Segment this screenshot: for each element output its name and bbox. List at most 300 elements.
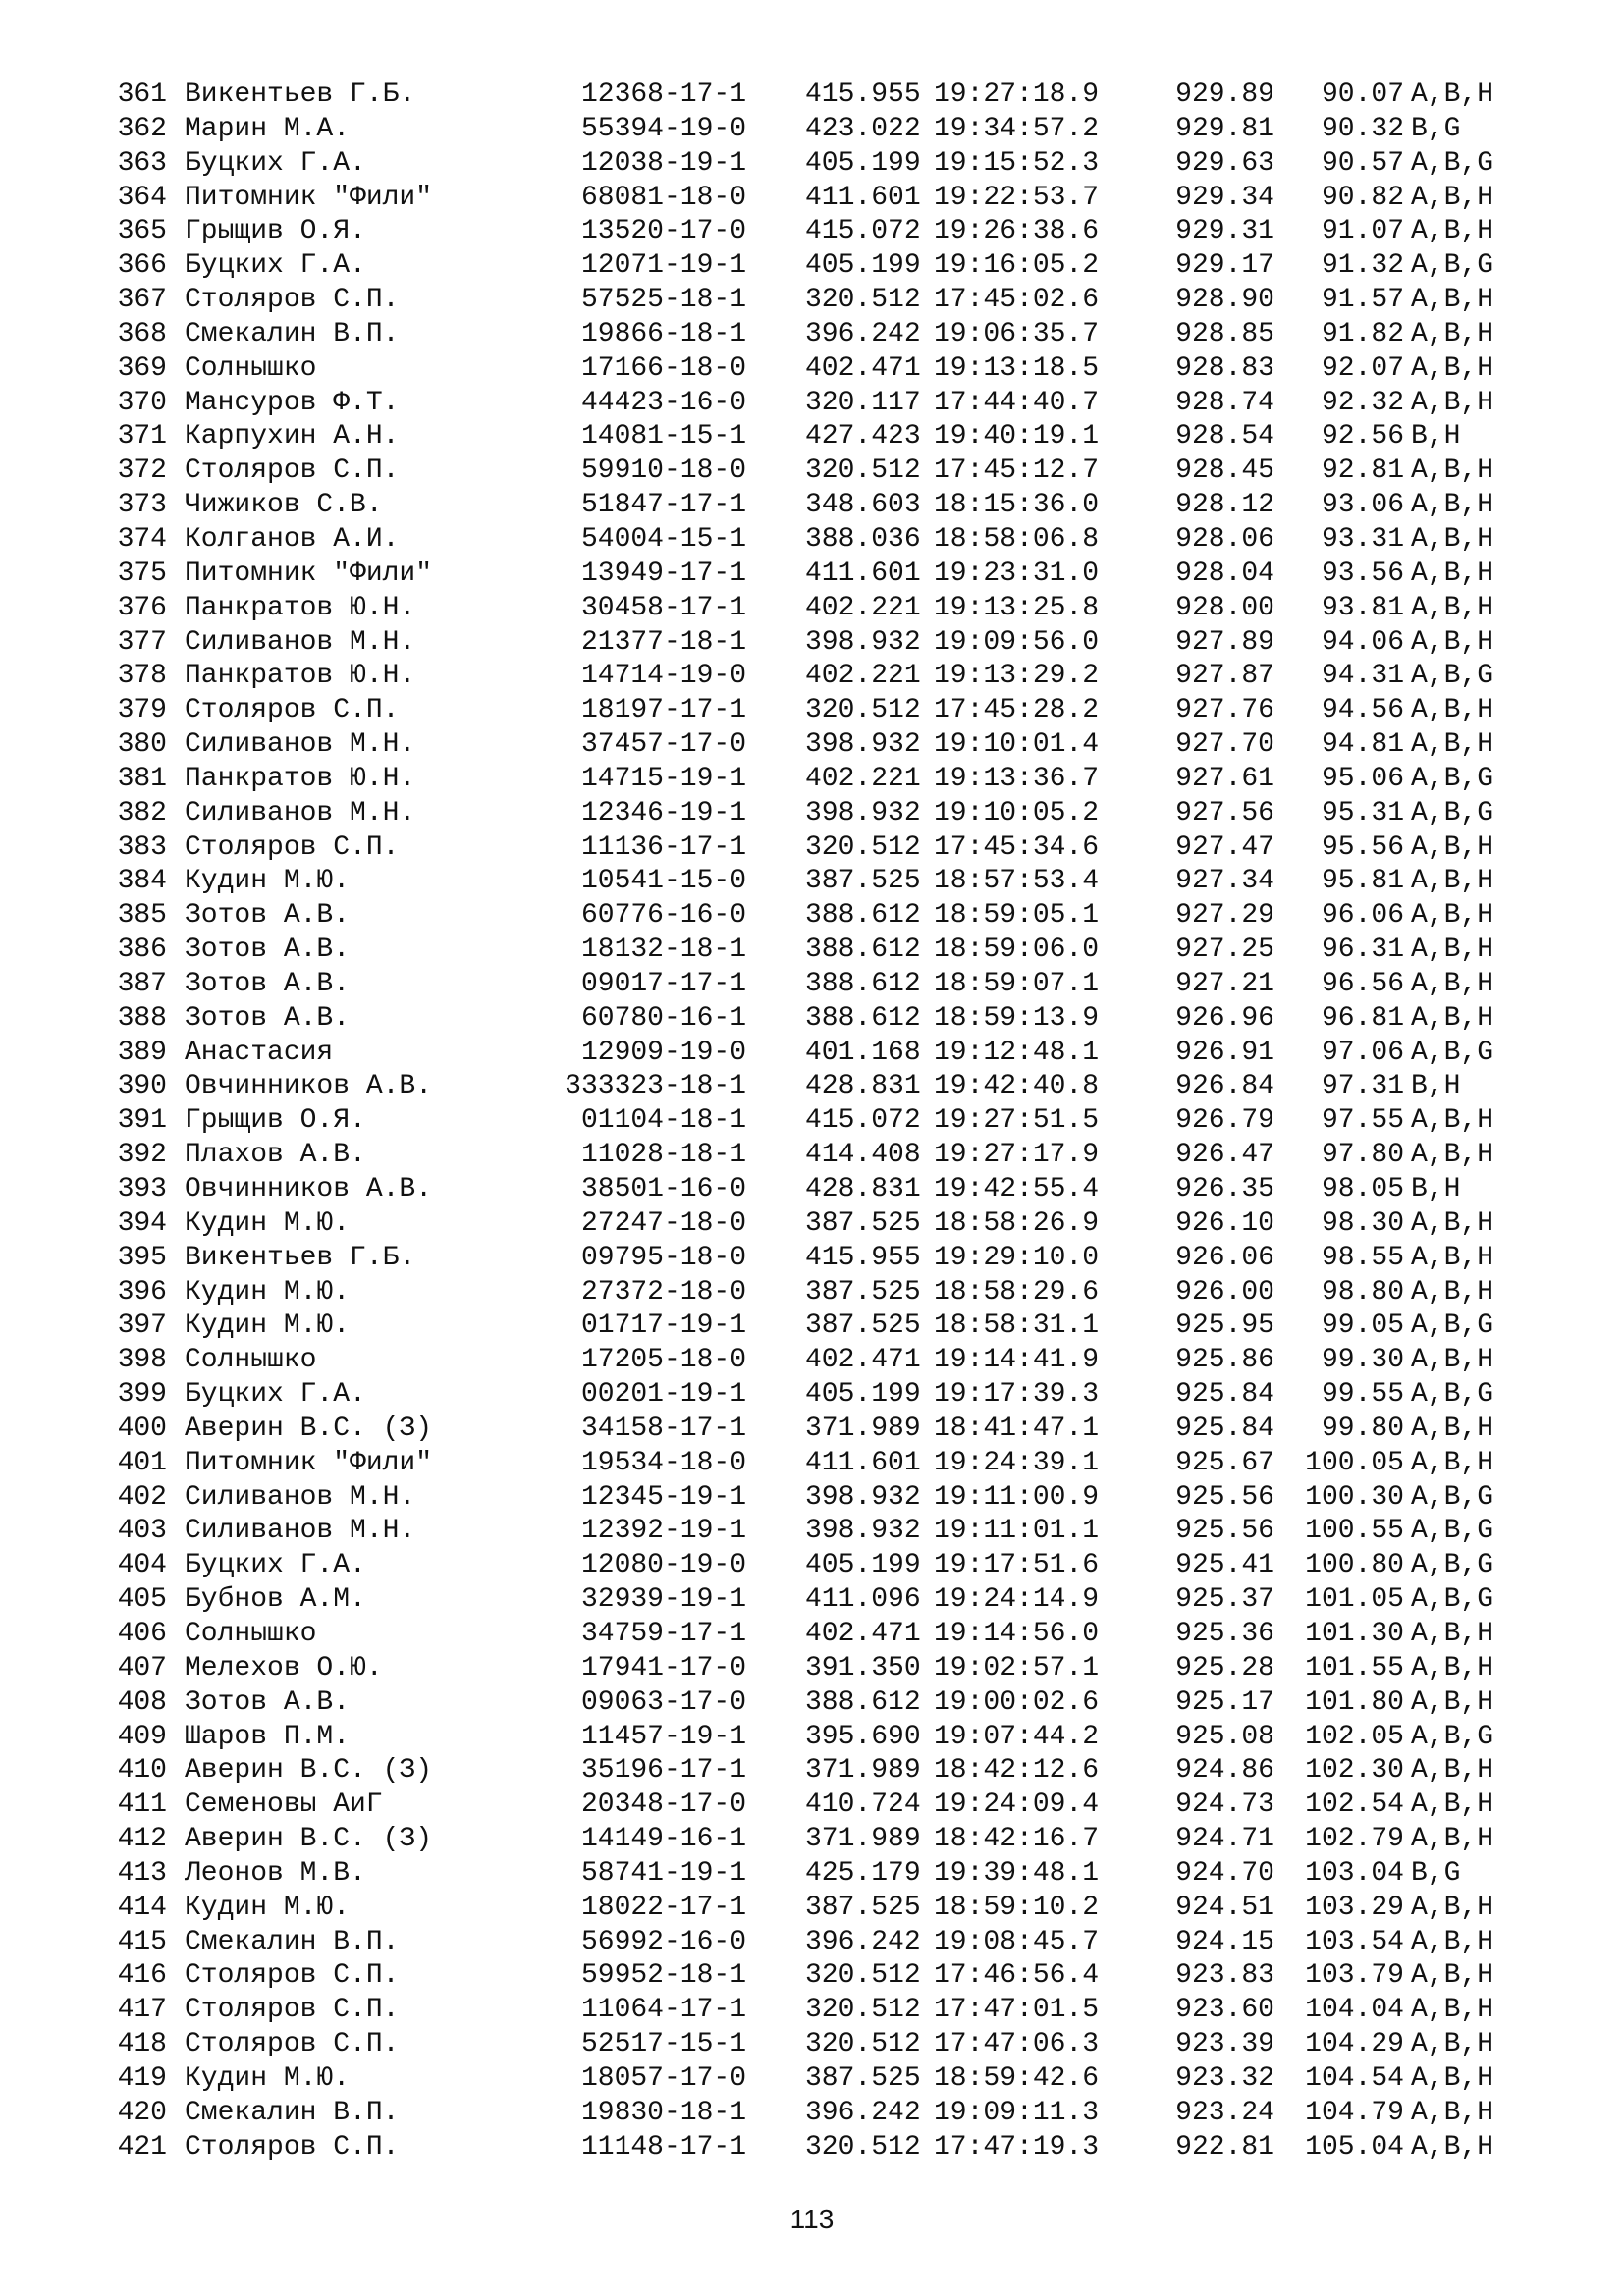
ring-number: 11148-17-1 (580, 2131, 746, 2163)
arrival-time: 19:00:02.6 (934, 1686, 1100, 1718)
categories: A,B,H (1411, 1345, 1494, 1376)
categories: B,G (1411, 113, 1461, 144)
owner-name: Викентьев Г.Б. (185, 80, 416, 110)
coefficient: 97.80 (1321, 1140, 1404, 1171)
owner-name: Буцких Г.А. (185, 1379, 366, 1411)
categories: A,B,H (1411, 1276, 1494, 1308)
speed: 929.63 (1175, 147, 1274, 179)
categories: B,H (1411, 1071, 1461, 1102)
coefficient: 99.55 (1321, 1379, 1404, 1411)
arrival-time: 18:42:16.7 (934, 1824, 1100, 1855)
speed: 928.90 (1175, 285, 1274, 316)
arrival-time: 18:59:10.2 (934, 1892, 1100, 1923)
place-number: 419 (117, 2062, 167, 2094)
owner-name: Буцких Г.А. (185, 147, 366, 179)
owner-name: Семеновы АиГ (185, 1789, 383, 1821)
ring-number: 19534-18-0 (580, 1447, 746, 1478)
ring-number: 11028-18-1 (580, 1140, 746, 1171)
coefficient: 95.06 (1321, 763, 1404, 794)
categories: A,B,G (1411, 1584, 1494, 1616)
coefficient: 99.30 (1321, 1345, 1404, 1376)
speed: 929.89 (1175, 80, 1274, 110)
owner-name: Смекалин В.П. (185, 318, 400, 349)
owner-name: Мансуров Ф.Т. (185, 387, 400, 418)
distance: 371.989 (805, 1755, 921, 1787)
place-number: 390 (117, 1071, 167, 1102)
owner-name: Столяров С.П. (185, 285, 400, 316)
ring-number: 09063-17-0 (580, 1686, 746, 1718)
distance: 371.989 (805, 1413, 921, 1444)
ring-number: 18022-17-1 (580, 1892, 746, 1923)
arrival-time: 19:14:56.0 (934, 1618, 1100, 1649)
coefficient: 91.32 (1321, 250, 1404, 282)
speed: 925.37 (1175, 1584, 1274, 1616)
ring-number: 68081-18-0 (580, 182, 746, 213)
categories: A,B,H (1411, 1995, 1494, 2026)
ring-number: 34759-17-1 (580, 1618, 746, 1649)
arrival-time: 19:13:29.2 (934, 661, 1100, 692)
coefficient: 100.80 (1305, 1550, 1404, 1581)
speed: 928.45 (1175, 455, 1274, 487)
owner-name: Плахов А.В. (185, 1140, 366, 1171)
coefficient: 97.55 (1321, 1105, 1404, 1137)
coefficient: 94.56 (1321, 695, 1404, 726)
speed: 925.36 (1175, 1618, 1274, 1649)
ring-number: 51847-17-1 (580, 490, 746, 521)
categories: A,B,H (1411, 80, 1494, 110)
categories: A,B,H (1411, 455, 1494, 487)
owner-name: Столяров С.П. (185, 1995, 400, 2026)
speed: 926.91 (1175, 1037, 1274, 1068)
ring-number: 20348-17-0 (580, 1789, 746, 1821)
owner-name: Колганов А.И. (185, 523, 400, 555)
categories: A,B,H (1411, 1002, 1494, 1034)
categories: A,B,H (1411, 1960, 1494, 1992)
place-number: 368 (117, 318, 167, 349)
arrival-time: 18:58:26.9 (934, 1207, 1100, 1239)
speed: 927.76 (1175, 695, 1274, 726)
distance: 405.199 (805, 147, 921, 179)
place-number: 379 (117, 695, 167, 726)
ring-number: 17166-18-0 (580, 352, 746, 384)
owner-name: Силиванов М.Н. (185, 797, 416, 828)
arrival-time: 19:27:51.5 (934, 1105, 1100, 1137)
categories: A,B,H (1411, 626, 1494, 658)
speed: 925.84 (1175, 1413, 1274, 1444)
categories: A,B,H (1411, 182, 1494, 213)
distance: 405.199 (805, 250, 921, 282)
arrival-time: 19:42:40.8 (934, 1071, 1100, 1102)
place-number: 397 (117, 1310, 167, 1342)
owner-name: Панкратов Ю.Н. (185, 763, 416, 794)
speed: 929.31 (1175, 216, 1274, 247)
speed: 927.25 (1175, 934, 1274, 966)
coefficient: 102.05 (1305, 1721, 1404, 1752)
owner-name: Кудин М.Ю. (185, 1892, 351, 1923)
distance: 388.612 (805, 1686, 921, 1718)
coefficient: 105.04 (1305, 2131, 1404, 2163)
coefficient: 104.04 (1305, 1995, 1404, 2026)
ring-number: 44423-16-0 (580, 387, 746, 418)
categories: A,B,H (1411, 285, 1494, 316)
arrival-time: 17:44:40.7 (934, 387, 1100, 418)
speed: 925.28 (1175, 1652, 1274, 1683)
owner-name: Бубнов А.М. (185, 1584, 366, 1616)
owner-name: Зотов А.В. (185, 968, 351, 999)
categories: A,B,H (1411, 1652, 1494, 1683)
owner-name: Аверин В.С. (З) (185, 1413, 433, 1444)
arrival-time: 18:58:31.1 (934, 1310, 1100, 1342)
distance: 401.168 (805, 1037, 921, 1068)
place-number: 383 (117, 831, 167, 863)
speed: 925.67 (1175, 1447, 1274, 1478)
ring-number: 19866-18-1 (580, 318, 746, 349)
place-number: 417 (117, 1995, 167, 2026)
owner-name: Столяров С.П. (185, 695, 400, 726)
ring-number: 58741-19-1 (580, 1857, 746, 1889)
distance: 398.932 (805, 1481, 921, 1513)
arrival-time: 19:24:39.1 (934, 1447, 1100, 1478)
coefficient: 93.31 (1321, 523, 1404, 555)
coefficient: 100.30 (1305, 1481, 1404, 1513)
speed: 929.34 (1175, 182, 1274, 213)
distance: 411.096 (805, 1584, 921, 1616)
speed: 924.71 (1175, 1824, 1274, 1855)
place-number: 406 (117, 1618, 167, 1649)
place-number: 385 (117, 900, 167, 932)
coefficient: 103.29 (1305, 1892, 1404, 1923)
ring-number: 21377-18-1 (580, 626, 746, 658)
distance: 428.831 (805, 1174, 921, 1204)
speed: 925.17 (1175, 1686, 1274, 1718)
ring-number: 37457-17-0 (580, 729, 746, 761)
arrival-time: 19:27:17.9 (934, 1140, 1100, 1171)
place-number: 378 (117, 661, 167, 692)
coefficient: 91.82 (1321, 318, 1404, 349)
arrival-time: 18:15:36.0 (934, 490, 1100, 521)
categories: A,B,G (1411, 797, 1494, 828)
distance: 388.612 (805, 968, 921, 999)
arrival-time: 18:59:13.9 (934, 1002, 1100, 1034)
arrival-time: 19:27:18.9 (934, 80, 1100, 110)
categories: A,B,H (1411, 1892, 1494, 1923)
page-number: 113 (789, 2204, 835, 2234)
arrival-time: 17:47:19.3 (934, 2131, 1100, 2163)
owner-name: Силиванов М.Н. (185, 1516, 416, 1547)
distance: 402.471 (805, 1618, 921, 1649)
distance: 387.525 (805, 866, 921, 897)
arrival-time: 17:45:28.2 (934, 695, 1100, 726)
distance: 410.724 (805, 1789, 921, 1821)
owner-name: Овчинников А.В. (185, 1071, 433, 1102)
coefficient: 93.81 (1321, 592, 1404, 623)
place-number: 416 (117, 1960, 167, 1992)
place-number: 409 (117, 1721, 167, 1752)
place-number: 402 (117, 1481, 167, 1513)
arrival-time: 19:02:57.1 (934, 1652, 1100, 1683)
speed: 927.87 (1175, 661, 1274, 692)
speed: 925.08 (1175, 1721, 1274, 1752)
categories: A,B,H (1411, 352, 1494, 384)
owner-name: Шаров П.М. (185, 1721, 351, 1752)
place-number: 418 (117, 2029, 167, 2060)
coefficient: 99.80 (1321, 1413, 1404, 1444)
arrival-time: 19:24:09.4 (934, 1789, 1100, 1821)
arrival-time: 19:13:36.7 (934, 763, 1100, 794)
distance: 411.601 (805, 182, 921, 213)
speed: 928.12 (1175, 490, 1274, 521)
categories: A,B,H (1411, 1789, 1494, 1821)
place-number: 392 (117, 1140, 167, 1171)
categories: A,B,H (1411, 1447, 1494, 1478)
coefficient: 101.55 (1305, 1652, 1404, 1683)
coefficient: 98.30 (1321, 1207, 1404, 1239)
owner-name: Кудин М.Ю. (185, 866, 351, 897)
arrival-time: 18:58:29.6 (934, 1276, 1100, 1308)
owner-name: Силиванов М.Н. (185, 626, 416, 658)
arrival-time: 19:39:48.1 (934, 1857, 1100, 1889)
place-number: 398 (117, 1345, 167, 1376)
arrival-time: 18:59:06.0 (934, 934, 1100, 966)
distance: 387.525 (805, 1276, 921, 1308)
owner-name: Столяров С.П. (185, 2131, 400, 2163)
place-number: 396 (117, 1276, 167, 1308)
owner-name: Питомник "Фили" (185, 1447, 433, 1478)
coefficient: 103.04 (1305, 1857, 1404, 1889)
place-number: 364 (117, 182, 167, 213)
ring-number: 18197-17-1 (580, 695, 746, 726)
place-number: 394 (117, 1207, 167, 1239)
ring-number: 32939-19-1 (580, 1584, 746, 1616)
ring-number: 11136-17-1 (580, 831, 746, 863)
arrival-time: 19:22:53.7 (934, 182, 1100, 213)
ring-number: 30458-17-1 (580, 592, 746, 623)
distance: 415.072 (805, 216, 921, 247)
categories: A,B,G (1411, 661, 1494, 692)
arrival-time: 18:41:47.1 (934, 1413, 1100, 1444)
arrival-time: 19:14:41.9 (934, 1345, 1100, 1376)
owner-name: Карпухин А.Н. (185, 421, 400, 453)
distance: 371.989 (805, 1824, 921, 1855)
distance: 402.221 (805, 592, 921, 623)
place-number: 371 (117, 421, 167, 453)
categories: A,B,H (1411, 1618, 1494, 1649)
speed: 925.56 (1175, 1481, 1274, 1513)
coefficient: 101.05 (1305, 1584, 1404, 1616)
speed: 923.60 (1175, 1995, 1274, 2026)
speed: 925.41 (1175, 1550, 1274, 1581)
owner-name: Столяров С.П. (185, 831, 400, 863)
place-number: 376 (117, 592, 167, 623)
speed: 928.06 (1175, 523, 1274, 555)
owner-name: Столяров С.П. (185, 1960, 400, 1992)
ring-number: 12345-19-1 (580, 1481, 746, 1513)
coefficient: 97.06 (1321, 1037, 1404, 1068)
ring-number: 12346-19-1 (580, 797, 746, 828)
coefficient: 102.79 (1305, 1824, 1404, 1855)
categories: A,B,G (1411, 1550, 1494, 1581)
owner-name: Панкратов Ю.Н. (185, 661, 416, 692)
place-number: 361 (117, 80, 167, 110)
owner-name: Овчинников А.В. (185, 1174, 433, 1204)
coefficient: 90.57 (1321, 147, 1404, 179)
arrival-time: 18:59:42.6 (934, 2062, 1100, 2094)
place-number: 373 (117, 490, 167, 521)
owner-name: Кудин М.Ю. (185, 1207, 351, 1239)
owner-name: Питомник "Фили" (185, 182, 433, 213)
speed: 926.06 (1175, 1242, 1274, 1273)
categories: A,B,H (1411, 2131, 1494, 2163)
arrival-time: 19:13:25.8 (934, 592, 1100, 623)
coefficient: 95.81 (1321, 866, 1404, 897)
categories: A,B,G (1411, 1310, 1494, 1342)
arrival-time: 18:42:12.6 (934, 1755, 1100, 1787)
coefficient: 101.80 (1305, 1686, 1404, 1718)
arrival-time: 17:45:12.7 (934, 455, 1100, 487)
coefficient: 100.55 (1305, 1516, 1404, 1547)
owner-name: Зотов А.В. (185, 1002, 351, 1034)
arrival-time: 18:59:07.1 (934, 968, 1100, 999)
categories: A,B,H (1411, 1105, 1494, 1137)
ring-number: 27247-18-0 (580, 1207, 746, 1239)
ring-number: 19830-18-1 (580, 2097, 746, 2128)
owner-name: Солнышко (185, 1618, 317, 1649)
coefficient: 103.54 (1305, 1926, 1404, 1957)
ring-number: 12080-19-0 (580, 1550, 746, 1581)
ring-number: 11064-17-1 (580, 1995, 746, 2026)
coefficient: 98.80 (1321, 1276, 1404, 1308)
categories: A,B,H (1411, 695, 1494, 726)
place-number: 421 (117, 2131, 167, 2163)
owner-name: Силиванов М.Н. (185, 729, 416, 761)
distance: 320.512 (805, 285, 921, 316)
place-number: 366 (117, 250, 167, 282)
distance: 320.512 (805, 2131, 921, 2163)
speed: 928.83 (1175, 352, 1274, 384)
distance: 396.242 (805, 1926, 921, 1957)
place-number: 404 (117, 1550, 167, 1581)
coefficient: 94.81 (1321, 729, 1404, 761)
arrival-time: 19:11:01.1 (934, 1516, 1100, 1547)
distance: 402.471 (805, 1345, 921, 1376)
owner-name: Смекалин В.П. (185, 2097, 400, 2128)
arrival-time: 19:29:10.0 (934, 1242, 1100, 1273)
arrival-time: 19:34:57.2 (934, 113, 1100, 144)
categories: A,B,H (1411, 1242, 1494, 1273)
owner-name: Марин М.А. (185, 113, 351, 144)
place-number: 387 (117, 968, 167, 999)
distance: 402.471 (805, 352, 921, 384)
speed: 927.61 (1175, 763, 1274, 794)
distance: 387.525 (805, 2062, 921, 2094)
owner-name: Панкратов Ю.Н. (185, 592, 416, 623)
distance: 388.036 (805, 523, 921, 555)
owner-name: Анастасия (185, 1037, 334, 1068)
coefficient: 92.32 (1321, 387, 1404, 418)
speed: 923.83 (1175, 1960, 1274, 1992)
arrival-time: 19:15:52.3 (934, 147, 1100, 179)
coefficient: 104.29 (1305, 2029, 1404, 2060)
categories: A,B,H (1411, 934, 1494, 966)
ring-number: 60780-16-1 (580, 1002, 746, 1034)
categories: A,B,H (1411, 318, 1494, 349)
speed: 925.84 (1175, 1379, 1274, 1411)
place-number: 367 (117, 285, 167, 316)
place-number: 413 (117, 1857, 167, 1889)
coefficient: 92.81 (1321, 455, 1404, 487)
categories: A,B,G (1411, 250, 1494, 282)
categories: A,B,H (1411, 866, 1494, 897)
coefficient: 100.05 (1305, 1447, 1404, 1478)
ring-number: 18132-18-1 (580, 934, 746, 966)
categories: A,B,H (1411, 2029, 1494, 2060)
categories: A,B,H (1411, 387, 1494, 418)
place-number: 414 (117, 1892, 167, 1923)
speed: 925.95 (1175, 1310, 1274, 1342)
speed: 923.24 (1175, 2097, 1274, 2128)
owner-name: Кудин М.Ю. (185, 2062, 351, 2094)
distance: 414.408 (805, 1140, 921, 1171)
arrival-time: 19:09:56.0 (934, 626, 1100, 658)
distance: 320.512 (805, 1960, 921, 1992)
coefficient: 103.79 (1305, 1960, 1404, 1992)
place-number: 407 (117, 1652, 167, 1683)
coefficient: 90.32 (1321, 113, 1404, 144)
arrival-time: 19:11:00.9 (934, 1481, 1100, 1513)
place-number: 377 (117, 626, 167, 658)
owner-name: Кудин М.Ю. (185, 1276, 351, 1308)
categories: A,B,G (1411, 1721, 1494, 1752)
ring-number: 35196-17-1 (580, 1755, 746, 1787)
distance: 348.603 (805, 490, 921, 521)
distance: 415.955 (805, 80, 921, 110)
place-number: 401 (117, 1447, 167, 1478)
ring-number: 55394-19-0 (580, 113, 746, 144)
arrival-time: 19:08:45.7 (934, 1926, 1100, 1957)
categories: A,B,H (1411, 2097, 1494, 2128)
ring-number: 27372-18-0 (580, 1276, 746, 1308)
coefficient: 92.07 (1321, 352, 1404, 384)
speed: 927.29 (1175, 900, 1274, 932)
place-number: 399 (117, 1379, 167, 1411)
speed: 929.81 (1175, 113, 1274, 144)
speed: 928.04 (1175, 558, 1274, 589)
coefficient: 93.06 (1321, 490, 1404, 521)
arrival-time: 19:23:31.0 (934, 558, 1100, 589)
distance: 405.199 (805, 1379, 921, 1411)
ring-number: 59952-18-1 (580, 1960, 746, 1992)
ring-number: 00201-19-1 (580, 1379, 746, 1411)
coefficient: 91.07 (1321, 216, 1404, 247)
categories: A,B,H (1411, 968, 1494, 999)
categories: A,B,H (1411, 831, 1494, 863)
arrival-time: 17:47:01.5 (934, 1995, 1100, 2026)
ring-number: 38501-16-0 (580, 1174, 746, 1204)
arrival-time: 19:42:55.4 (934, 1174, 1100, 1204)
speed: 925.86 (1175, 1345, 1274, 1376)
arrival-time: 19:10:01.4 (934, 729, 1100, 761)
place-number: 362 (117, 113, 167, 144)
speed: 928.74 (1175, 387, 1274, 418)
arrival-time: 17:45:02.6 (934, 285, 1100, 316)
distance: 402.221 (805, 763, 921, 794)
categories: A,B,G (1411, 763, 1494, 794)
place-number: 411 (117, 1789, 167, 1821)
ring-number: 52517-15-1 (580, 2029, 746, 2060)
place-number: 410 (117, 1755, 167, 1787)
place-number: 380 (117, 729, 167, 761)
distance: 320.117 (805, 387, 921, 418)
